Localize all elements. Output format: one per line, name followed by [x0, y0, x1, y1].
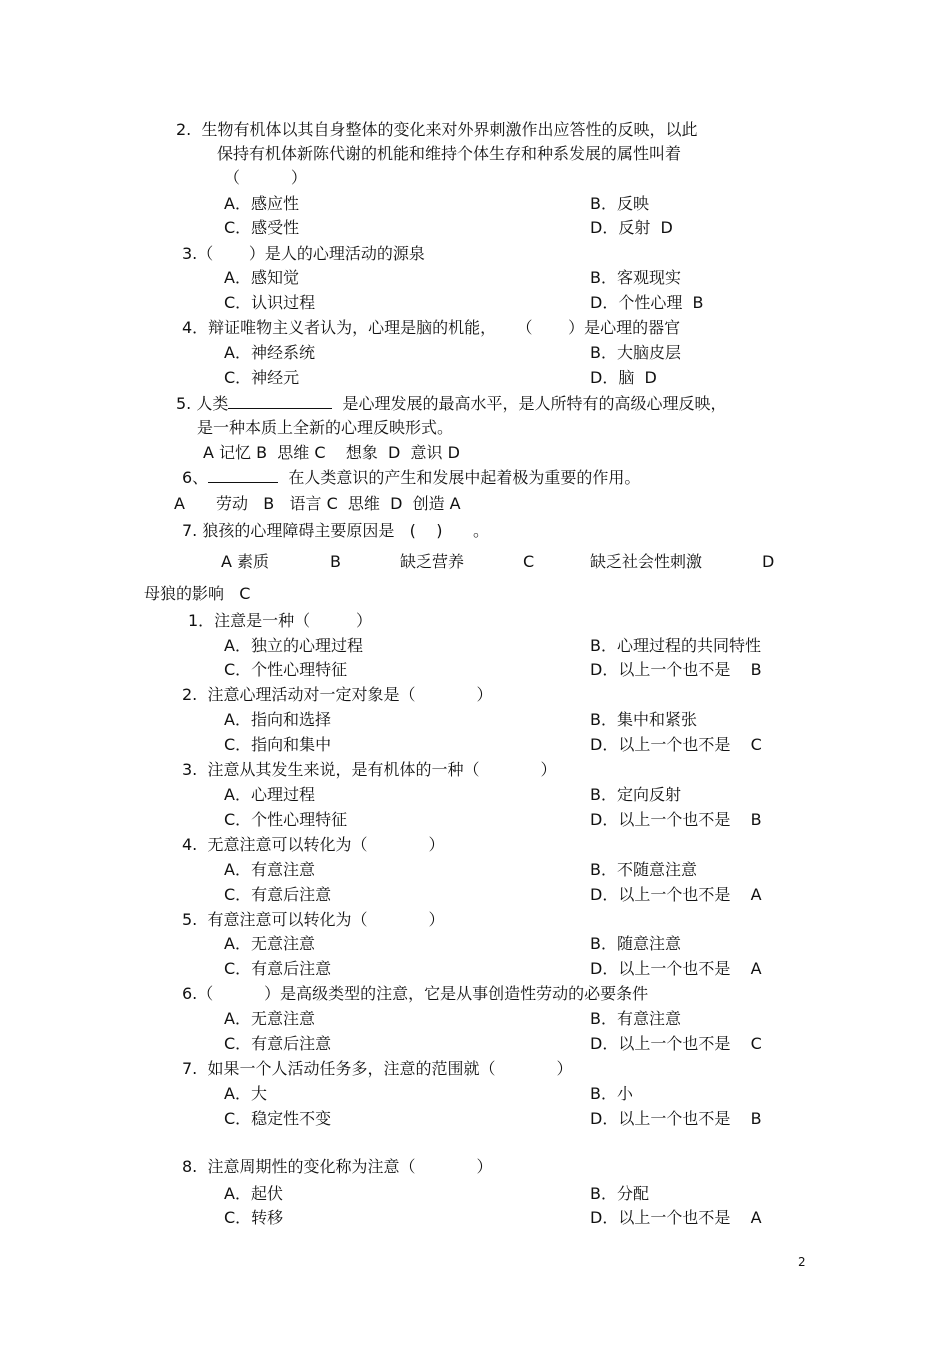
- option-a: A．大: [224, 1084, 267, 1103]
- page-number: 2: [798, 1255, 806, 1269]
- fill-blank-line: [208, 467, 278, 483]
- option-c-text: 缺乏社会性刺激: [590, 552, 703, 571]
- option-a: A．有意注意: [224, 860, 315, 879]
- option-d-answer: D．以上一个也不是 A: [590, 959, 762, 978]
- option-a: A 素质: [221, 552, 270, 571]
- option-d-text-answer: 母狼的影响 C: [144, 584, 251, 603]
- option-d-answer: D．反射 D: [590, 218, 673, 237]
- option-a: A．感知觉: [224, 268, 299, 287]
- option-a: A．无意注意: [224, 1009, 315, 1028]
- option-d-answer: D．以上一个也不是 B: [590, 1109, 762, 1128]
- question-3-stem: 3.（ ）是人的心理活动的源泉: [182, 244, 425, 263]
- attention-q5-stem: 5. 有意注意可以转化为（ ）: [182, 910, 445, 929]
- attention-q6-stem: 6.（ ）是高级类型的注意，它是从事创造性劳动的必要条件: [182, 984, 649, 1003]
- option-d-answer: D．以上一个也不是 A: [590, 885, 762, 904]
- option-b: B．有意注意: [590, 1009, 681, 1028]
- option-c: C．指向和集中: [224, 735, 332, 754]
- question-6-option-a-letter: A: [174, 494, 185, 513]
- question-5-prefix: 5. 人类: [176, 394, 229, 413]
- option-a: A．指向和选择: [224, 710, 331, 729]
- option-b: B．定向反射: [590, 785, 681, 804]
- option-c: C．个性心理特征: [224, 810, 348, 829]
- attention-q3-stem: 3. 注意从其发生来说，是有机体的一种（ ）: [182, 760, 557, 779]
- option-b: B．客观现实: [590, 268, 681, 287]
- question-6-stem: [182, 467, 640, 488]
- attention-q1-stem: 1．注意是一种（ ）: [188, 611, 372, 630]
- option-b: B．大脑皮层: [590, 343, 681, 362]
- question-5-suffix: 是心理发展的最高水平，是人所特有的高级心理反映，: [332, 394, 727, 413]
- question-7-stem: 7. 狼孩的心理障碍主要原因是 ( ) 。: [182, 521, 489, 540]
- option-b: B．心理过程的共同特性: [590, 636, 761, 655]
- option-b: B．小: [590, 1084, 633, 1103]
- option-c: C．感受性: [224, 218, 300, 237]
- option-b: B．反映: [590, 194, 649, 213]
- option-b-letter: B: [330, 552, 341, 571]
- option-c-letter: C: [523, 552, 535, 571]
- option-b: B．分配: [590, 1184, 649, 1203]
- fill-blank-line: [228, 393, 332, 409]
- question-6-options-answer: 劳动 B 语言 C 思维 D 创造 A: [216, 494, 461, 513]
- option-a: A．心理过程: [224, 785, 315, 804]
- option-d-answer: D．以上一个也不是 B: [590, 660, 762, 679]
- attention-q2-stem: 2. 注意心理活动对一定对象是（ ）: [182, 685, 493, 704]
- option-d-answer: D．脑 D: [590, 368, 657, 387]
- option-d-answer: D．以上一个也不是 C: [590, 735, 762, 754]
- option-c: C．转移: [224, 1208, 284, 1227]
- question-2-stem-line1: 2. 生物有机体以其自身整体的变化来对外界刺激作出应答性的反映，以此: [176, 120, 698, 139]
- option-b: B．集中和紧张: [590, 710, 697, 729]
- option-a: A．起伏: [224, 1184, 283, 1203]
- option-a: A．感应性: [224, 194, 299, 213]
- option-c: C．个性心理特征: [224, 660, 348, 679]
- option-d-answer: D．以上一个也不是 B: [590, 810, 762, 829]
- option-c: C．认识过程: [224, 293, 316, 312]
- question-5-stem-line2: 是一种本质上全新的心理反映形式。: [197, 418, 454, 437]
- question-6-prefix: 6、: [182, 468, 209, 487]
- question-5-stem-line1: [176, 393, 727, 414]
- option-a: A．独立的心理过程: [224, 636, 363, 655]
- question-6-suffix: 在人类意识的产生和发展中起着极为重要的作用。: [278, 468, 641, 487]
- option-d-letter: D: [762, 552, 775, 571]
- option-c: C．有意后注意: [224, 959, 332, 978]
- question-5-options-answer: A 记忆 B 思维 C 想象 D 意识 D: [203, 443, 460, 462]
- option-b-text: 缺乏营养: [400, 552, 465, 571]
- option-a: A．无意注意: [224, 934, 315, 953]
- option-c: C．神经元: [224, 368, 300, 387]
- option-c: C．有意后注意: [224, 885, 332, 904]
- option-d-answer: D．以上一个也不是 A: [590, 1208, 762, 1227]
- question-2-blank: （ ）: [224, 168, 307, 187]
- option-a: A．神经系统: [224, 343, 315, 362]
- question-4-stem: 4．辩证唯物主义者认为，心理是脑的机能， （ ）是心理的器官: [182, 318, 681, 337]
- option-c: C．有意后注意: [224, 1034, 332, 1053]
- attention-q4-stem: 4. 无意注意可以转化为（ ）: [182, 835, 445, 854]
- option-c: C．稳定性不变: [224, 1109, 332, 1128]
- option-b: B．不随意注意: [590, 860, 697, 879]
- attention-q8-stem: 8. 注意周期性的变化称为注意（ ）: [182, 1157, 493, 1176]
- option-d-answer: D．以上一个也不是 C: [590, 1034, 762, 1053]
- question-2-stem-line2: 保持有机体新陈代谢的机能和维持个体生存和种系发展的属性叫着: [217, 144, 682, 163]
- option-b: B．随意注意: [590, 934, 681, 953]
- option-d-answer: D．个性心理 B: [590, 293, 704, 312]
- attention-q7-stem: 7. 如果一个人活动任务多，注意的范围就（ ）: [182, 1059, 573, 1078]
